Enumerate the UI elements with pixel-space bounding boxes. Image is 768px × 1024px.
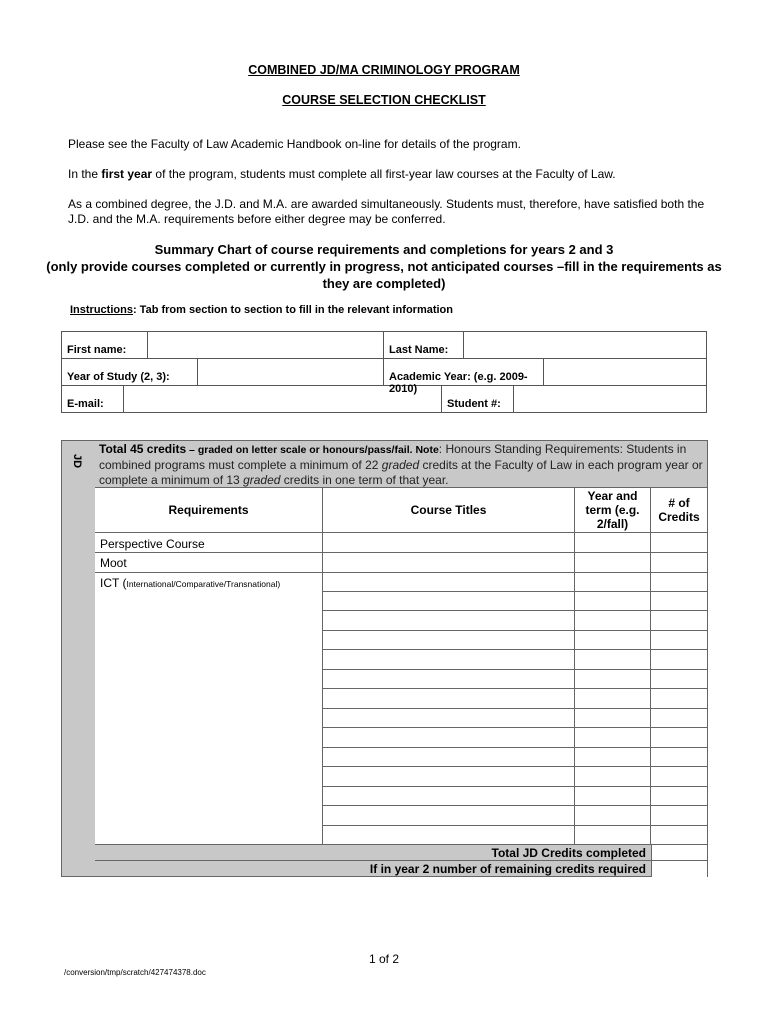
email-label: E-mail: xyxy=(62,386,124,413)
grid-row-line xyxy=(323,805,707,806)
summary-heading xyxy=(40,241,728,292)
last-name-field[interactable] xyxy=(464,332,706,358)
req-ict: ICT (International/Comparative/Transnational) xyxy=(100,576,281,590)
jd-header-note: Total 45 credits – graded on letter scale or honours/pass/fail. Note: Honours Standing Requirements: Students in combined programs must complete a minimum of 22 graded credits at the Faculty of Law in each program year or complete a minimum of 13 graded credits in one term of that year. xyxy=(95,441,707,488)
grid-row-line xyxy=(323,727,707,728)
year-of-study-field[interactable] xyxy=(198,359,384,385)
total-jd-credits-label: Total JD Credits completed xyxy=(491,846,646,860)
jd-course-grid xyxy=(95,488,707,844)
jd-requirements-table xyxy=(61,440,708,877)
grid-row-line xyxy=(95,552,707,553)
grid-row-line xyxy=(323,688,707,689)
document-title: COMBINED JD/MA CRIMINOLOGY PROGRAM xyxy=(248,63,520,77)
first-name-field[interactable] xyxy=(148,332,384,358)
student-number-field[interactable] xyxy=(514,386,706,413)
info-row-contact xyxy=(62,386,706,413)
req-perspective-course: Perspective Course xyxy=(100,537,205,551)
combined-degree-paragraph: As a combined degree, the J.D. and M.A. are awarded simultaneously. Students must, therefore, have satisfied both the J.D. and the M.A. requirements before either degree may be conferred. xyxy=(68,197,705,226)
summary-line-1: Summary Chart of course requirements and completions for years 2 and 3 xyxy=(154,242,614,257)
grid-row-line xyxy=(95,572,707,573)
col-credits: # of Credits xyxy=(651,488,707,533)
intro-paragraph: Please see the Faculty of Law Academic Handbook on-line for details of the program. xyxy=(68,137,521,151)
grid-row-line xyxy=(323,610,707,611)
email-field[interactable] xyxy=(124,386,442,413)
academic-year-field[interactable] xyxy=(544,359,706,385)
document-subtitle: COURSE SELECTION CHECKLIST xyxy=(282,93,486,107)
info-row-names xyxy=(62,332,706,359)
grid-row-line xyxy=(323,649,707,650)
jd-section-label: JD xyxy=(71,453,84,469)
instructions: Instructions: Tab from section to section to fill in the relevant information xyxy=(70,304,453,316)
total-jd-credits-field[interactable] xyxy=(651,845,707,861)
info-row-year xyxy=(62,359,706,395)
page-number: 1 of 2 xyxy=(368,952,400,966)
grid-row-line xyxy=(323,630,707,631)
footer-file-path: /conversion/tmp/scratch/427474378.doc xyxy=(64,968,206,977)
req-moot: Moot xyxy=(100,556,127,570)
grid-row-line xyxy=(323,786,707,787)
year-of-study-label: Year of Study (2, 3): xyxy=(62,359,198,385)
summary-line-2: (only provide courses completed or currently in progress, not anticipated courses –fill in the requirements as they are completed) xyxy=(46,259,722,291)
remaining-credits-field[interactable] xyxy=(651,861,707,877)
student-number-label: Student #: xyxy=(442,386,514,413)
col-requirements: Requirements xyxy=(95,488,323,533)
first-name-label: First name: xyxy=(62,332,148,358)
grid-row-line xyxy=(323,591,707,592)
student-info-table xyxy=(61,331,707,413)
grid-row-line xyxy=(323,669,707,670)
grid-row-line xyxy=(323,747,707,748)
total-jd-credits-row xyxy=(95,844,707,861)
academic-year-label: Academic Year: (e.g. 2009-2010) xyxy=(384,359,544,385)
grid-row-line xyxy=(323,766,707,767)
col-course-titles: Course Titles xyxy=(323,488,575,533)
remaining-credits-label: If in year 2 number of remaining credits required xyxy=(369,862,646,876)
first-year-paragraph: In the first year of the program, students must complete all first-year law courses at the Faculty of Law. xyxy=(68,167,616,181)
remaining-credits-row xyxy=(95,860,707,877)
col-year-term: Year and term (e.g. 2/fall) xyxy=(575,488,651,533)
grid-row-line xyxy=(323,708,707,709)
grid-row-line xyxy=(323,825,707,826)
last-name-label: Last Name: xyxy=(384,332,464,358)
